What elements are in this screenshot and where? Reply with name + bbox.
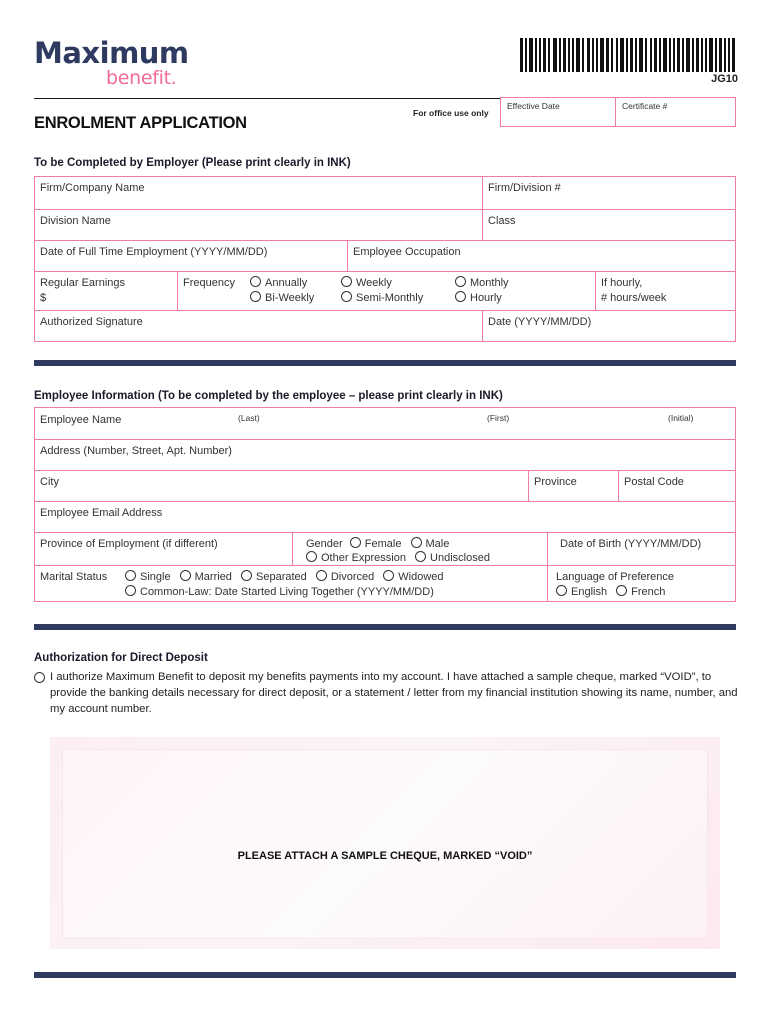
maximum-benefit-logo xyxy=(34,36,189,92)
radio-circle-icon xyxy=(411,537,422,548)
radio-circle-icon xyxy=(556,585,567,596)
freq-weekly-option[interactable]: Weekly xyxy=(341,276,455,291)
radio-circle-icon xyxy=(341,291,352,302)
radio-circle-icon xyxy=(316,570,327,581)
gender-male-option[interactable]: Male xyxy=(411,538,450,550)
dob-field[interactable] xyxy=(547,533,735,565)
marital-common-law-option[interactable]: Common-Law: Date Started Living Together (YYYY/MM/DD) xyxy=(125,586,434,598)
gender-label: Gender xyxy=(306,538,343,550)
province-employment-field[interactable] xyxy=(35,533,292,565)
employer-section-heading: To be Completed by Employer (Please print clearly in INK) xyxy=(34,157,351,169)
date-ft-employment-field[interactable] xyxy=(35,241,347,271)
postal-code-field[interactable] xyxy=(618,471,735,501)
hours-per-week-field[interactable] xyxy=(595,272,735,310)
address-label: Address (Number, Street, Apt. Number) xyxy=(40,445,232,457)
employee-form xyxy=(34,407,736,602)
employee-section-heading: Employee Information (To be completed by the employee – please print clearly in INK) xyxy=(34,390,503,402)
freq-annually-option[interactable]: Annually xyxy=(250,276,341,291)
marital-divorced-option[interactable]: Divorced xyxy=(316,571,374,583)
certificate-field[interactable] xyxy=(615,98,735,126)
certificate-label: Certificate # xyxy=(622,101,668,111)
form-code: JG10 xyxy=(711,73,738,85)
radio-circle-icon xyxy=(455,276,466,287)
freq-hourly-option[interactable]: Hourly xyxy=(455,291,590,306)
authorized-signature-field[interactable] xyxy=(35,311,482,341)
cheque-attachment-box xyxy=(62,749,708,939)
language-french-option[interactable]: French xyxy=(616,586,665,598)
effective-date-label: Effective Date xyxy=(507,101,560,111)
office-use-box xyxy=(500,97,736,127)
radio-circle-icon xyxy=(415,551,426,562)
class-label: Class xyxy=(488,215,516,227)
radio-circle-icon xyxy=(125,585,136,596)
language-label: Language of Preference xyxy=(556,571,675,583)
radio-circle-icon xyxy=(383,570,394,581)
radio-circle-icon xyxy=(241,570,252,581)
if-hourly-label: If hourly, xyxy=(601,277,643,289)
marital-separated-option[interactable]: Separated xyxy=(241,571,307,583)
page-title: ENROLMENT APPLICATION xyxy=(34,114,247,132)
gender-other-option[interactable]: Other Expression xyxy=(306,552,406,564)
email-field[interactable] xyxy=(35,502,735,532)
section-divider xyxy=(34,624,736,630)
firm-division-field[interactable] xyxy=(482,177,735,209)
firm-division-label: Firm/Division # xyxy=(488,182,561,194)
radio-circle-icon xyxy=(180,570,191,581)
marital-status-label: Marital Status xyxy=(40,571,108,583)
gender-undisclosed-option[interactable]: Undisclosed xyxy=(415,552,490,564)
division-name-field[interactable] xyxy=(35,210,482,240)
office-use-label: For office use only xyxy=(413,108,489,118)
marital-widowed-option[interactable]: Widowed xyxy=(383,571,443,583)
employee-name-label: Employee Name xyxy=(40,414,122,426)
header-divider xyxy=(34,98,500,99)
employee-name-field[interactable] xyxy=(35,408,735,439)
logo-wordmark: Maximum xyxy=(34,36,189,70)
marital-status-group xyxy=(35,566,547,601)
hours-week-label: # hours/week xyxy=(601,292,667,304)
employer-form xyxy=(34,176,736,342)
last-name-hint: (Last) xyxy=(238,413,260,423)
frequency-label: Frequency xyxy=(183,277,235,289)
authorized-signature-label: Authorized Signature xyxy=(40,316,143,328)
radio-circle-icon xyxy=(350,537,361,548)
occupation-label: Employee Occupation xyxy=(353,246,461,258)
gender-female-option[interactable]: Female xyxy=(350,538,402,550)
deposit-section-heading: Authorization for Direct Deposit xyxy=(34,652,208,664)
cheque-attachment-area xyxy=(50,737,720,949)
cheque-attach-label: PLEASE ATTACH A SAMPLE CHEQUE, MARKED “VOID” xyxy=(237,850,533,862)
frequency-group xyxy=(177,272,595,310)
address-field[interactable] xyxy=(35,440,735,470)
occupation-field[interactable] xyxy=(347,241,735,271)
deposit-authorization-text: I authorize Maximum Benefit to deposit my benefits payments into my account. I have attached a sample cheque, marked “VOID”, to provide the banking details necessary for direct deposit, or a statement / letter from my financial institution showing its name, number, and my account number. xyxy=(50,671,738,715)
dollar-sign: $ xyxy=(40,292,47,304)
date-ft-employment-label: Date of Full Time Employment (YYYY/MM/DD) xyxy=(40,246,268,258)
province-employment-label: Province of Employment (if different) xyxy=(40,538,218,550)
email-label: Employee Email Address xyxy=(40,507,163,519)
city-label: City xyxy=(40,476,59,488)
radio-circle-icon xyxy=(125,570,136,581)
province-label: Province xyxy=(534,476,577,488)
effective-date-field[interactable] xyxy=(501,98,615,126)
marital-single-option[interactable]: Single xyxy=(125,571,171,583)
regular-earnings-label: Regular Earnings xyxy=(40,277,125,289)
marital-married-option[interactable]: Married xyxy=(180,571,232,583)
city-field[interactable] xyxy=(35,471,528,501)
radio-circle-icon xyxy=(341,276,352,287)
freq-monthly-option[interactable]: Monthly xyxy=(455,276,590,291)
dob-label: Date of Birth (YYYY/MM/DD) xyxy=(560,538,702,550)
division-name-label: Division Name xyxy=(40,215,111,227)
firm-name-label: Firm/Company Name xyxy=(40,182,145,194)
employer-date-label: Date (YYYY/MM/DD) xyxy=(488,316,592,328)
gender-group xyxy=(292,533,547,565)
freq-semimonthly-option[interactable]: Semi-Monthly xyxy=(341,291,455,306)
footer-divider xyxy=(34,972,736,978)
postal-code-label: Postal Code xyxy=(624,476,684,488)
employer-date-field[interactable] xyxy=(482,311,735,341)
regular-earnings-field[interactable] xyxy=(35,272,177,310)
freq-biweekly-option[interactable]: Bi-Weekly xyxy=(250,291,341,306)
province-field[interactable] xyxy=(528,471,618,501)
authorize-deposit-radio[interactable] xyxy=(34,672,45,683)
radio-circle-icon xyxy=(306,551,317,562)
barcode-image xyxy=(520,38,735,72)
language-group xyxy=(547,566,735,601)
radio-circle-icon xyxy=(250,276,261,287)
language-english-option[interactable]: English xyxy=(556,586,607,598)
class-field[interactable] xyxy=(482,210,735,240)
initial-hint: (Initial) xyxy=(668,413,694,423)
radio-circle-icon xyxy=(455,291,466,302)
radio-circle-icon xyxy=(616,585,627,596)
firm-name-field[interactable] xyxy=(35,177,482,209)
first-name-hint: (First) xyxy=(487,413,510,423)
logo-subtext: benefit. xyxy=(106,67,177,89)
radio-circle-icon xyxy=(250,291,261,302)
section-divider xyxy=(34,360,736,366)
